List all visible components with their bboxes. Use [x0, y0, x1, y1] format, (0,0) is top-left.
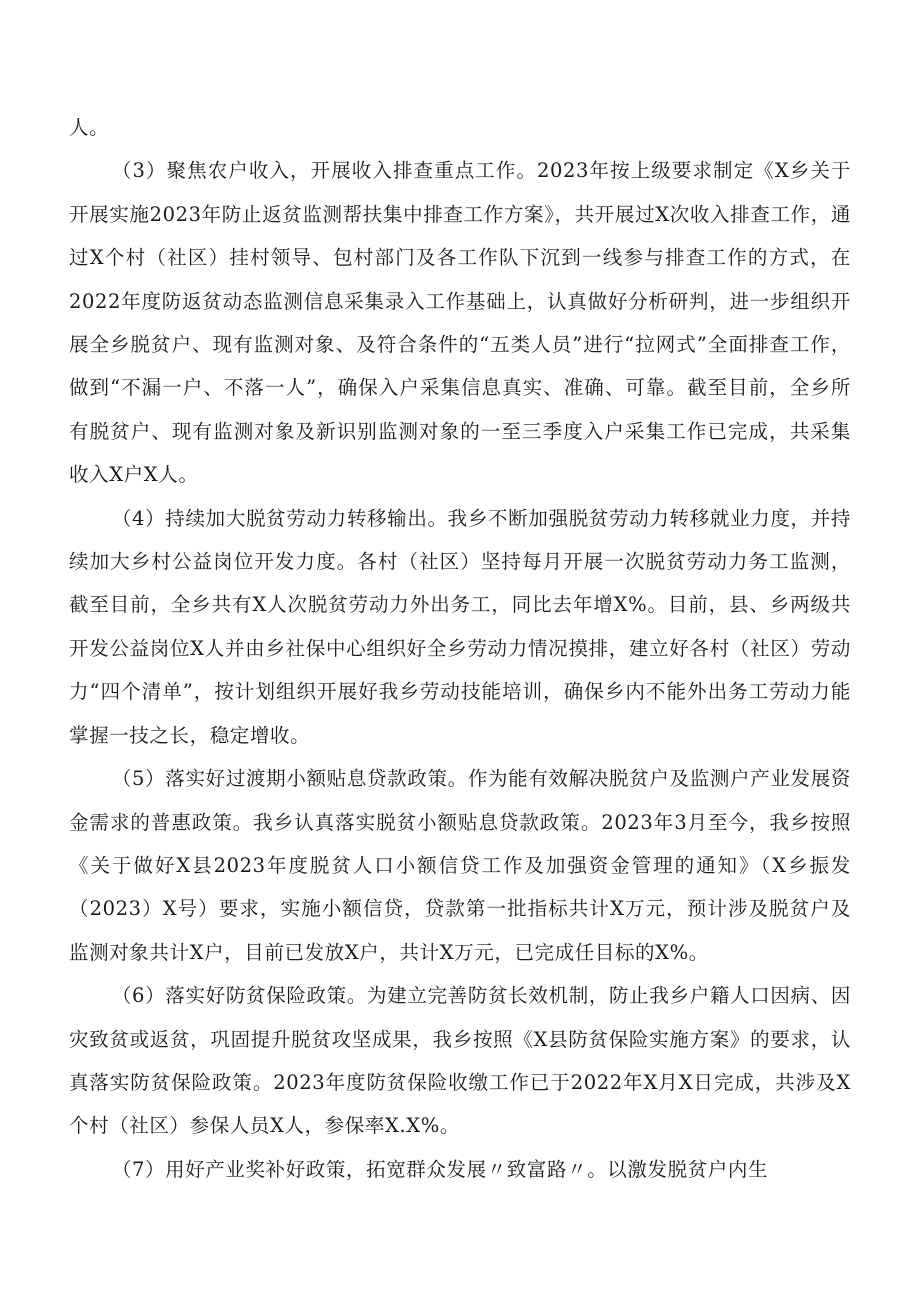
paragraph-income-screening: （3）聚焦农户收入，开展收入排查重点工作。2023年按上级要求制定《X乡关于开展实施2023年防止返贫监测帮扶集中排查工作方案》，共开展过X次收入排查工作，通过X个村（社区）挂村领导、包村部门及各工作队下沉到一线参与排查工作的方式，在2022年度防返贫动态监测信息采集录入工作基础上，认真做好分析研判，进一步组织开展全乡脱贫户、现有监测对象、及符合条件的“五类人员”进行“拉网式”全面排查工作，做到“不漏一户、不落一人”，确保入户采集信息真实、准确、可靠。截至目前，全乡所有脱贫户、现有监测对象及新识别监测对象的一至三季度入户采集工作已完成，共采集收入X户X人。: [69, 159, 851, 487]
paragraph-industry-subsidy: （7）用好产业奖补好政策，拓宽群众发展〃致富路〃。以激发脱贫户内生: [111, 1157, 769, 1181]
paragraph-poverty-insurance: （6）落实好防贫保险政策。为建立完善防贫长效机制，防止我乡户籍人口因病、因灾致贫或返贫，巩固提升脱贫攻坚成果，我乡按照《X县防贫保险实施方案》的要求，认真落实防贫保险政策。2023年度防贫保险收缴工作已于2022年X月X日完成，共涉及X个村（社区）参保人员X人，参保率X.X%。: [69, 984, 851, 1138]
paragraph-microcredit: （5）落实好过渡期小额贴息贷款政策。作为能有效解决脱贫户及监测户产业发展资金需求的普惠政策。我乡认真落实脱贫小额贴息贷款政策。2023年3月至今，我乡按照《关于做好X县2023年度脱贫人口小额信贷工作及加强资金管理的通知》（X乡振发（2023）X号）要求，实施小额信贷，贷款第一批指标共计X万元，预计涉及脱贫户及监测对象共计X户，目前已发放X户，共计X万元，已完成任目标的X%。: [69, 767, 851, 964]
paragraph-labor-transfer: （4）持续加大脱贫劳动力转移输出。我乡不断加强脱贫劳动力转移就业力度，并持续加大乡村公益岗位开发力度。各村（社区）坚持每月开展一次脱贫劳动力务工监测，截至目前，全乡共有X人次脱贫劳动力外出务工，同比去年增X%。目前，县、乡两级共开发公益岗位X人并由乡社保中心组织好全乡劳动力情况摸排，建立好各村（社区）劳动力“四个清单”，按计划组织开展好我乡劳动技能培训，确保乡内不能外出务工劳动力能掌握一技之长，稳定增收。: [69, 506, 851, 747]
paragraph-continuation: 人。: [69, 116, 110, 139]
document-body: [69, 106, 851, 1191]
